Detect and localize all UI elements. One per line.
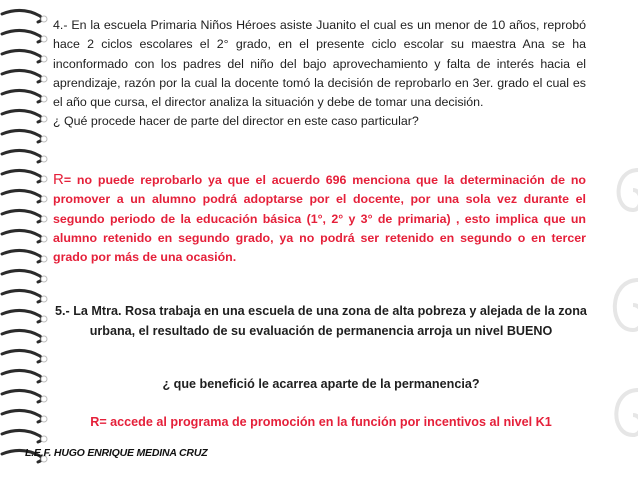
- question-4-prompt: ¿ Qué procede hacer de parte del director en este caso particular?: [53, 114, 419, 129]
- question-5-prompt: ¿ que benefició le acarrea aparte de la permanencia?: [162, 377, 480, 391]
- swirl-watermark-icon: [598, 130, 638, 460]
- question-4: [53, 16, 586, 132]
- question-5-body: 5.- La Mtra. Rosa trabaja en una escuela de una zona de alta pobreza y alejada de la zona urbana, el resultado de su evaluación de permanencia arroja un nivel BUENO: [55, 304, 587, 338]
- question-4-body: 4.- En la escuela Primaria Niños Héroes asiste Juanito el cual es un menor de 10 años, reprobó hace 2 ciclos escolares el 2° grado, en el presente ciclo escolar su maestra Ana se ha inconformado con los padres del niño del bajo aprovechamiento y falta de interés hacia el aprendizaje, razón por la cual la docente tomó la decisión de reprobarlo en 3er. grado el cual es el año que cursa, el director analiza la situación y debe de tomar una decisión.: [53, 18, 586, 110]
- answer-4: [53, 170, 586, 267]
- answer-5: R= accede al programa de promoción en la función por incentivos al nivel K1: [90, 415, 552, 429]
- answer-4-prefix: R: [53, 171, 64, 188]
- answer-4-text: = no puede reprobarlo ya que el acuerdo 696 menciona que la determinación de no promover a un alumno podrá adoptarse por el docente, por una sola vez durante el segundo periodo de la educación básica (1°, 2° y 3° de primaria) , esto implica que un alumno retenido en segundo grado, ya no podrá ser retenido en segundo o en tercer grado por más de una ocasión.: [53, 173, 586, 265]
- spiral-binding: [0, 0, 48, 479]
- author-credit: L.E.F. HUGO ENRIQUE MEDINA CRUZ: [25, 447, 208, 459]
